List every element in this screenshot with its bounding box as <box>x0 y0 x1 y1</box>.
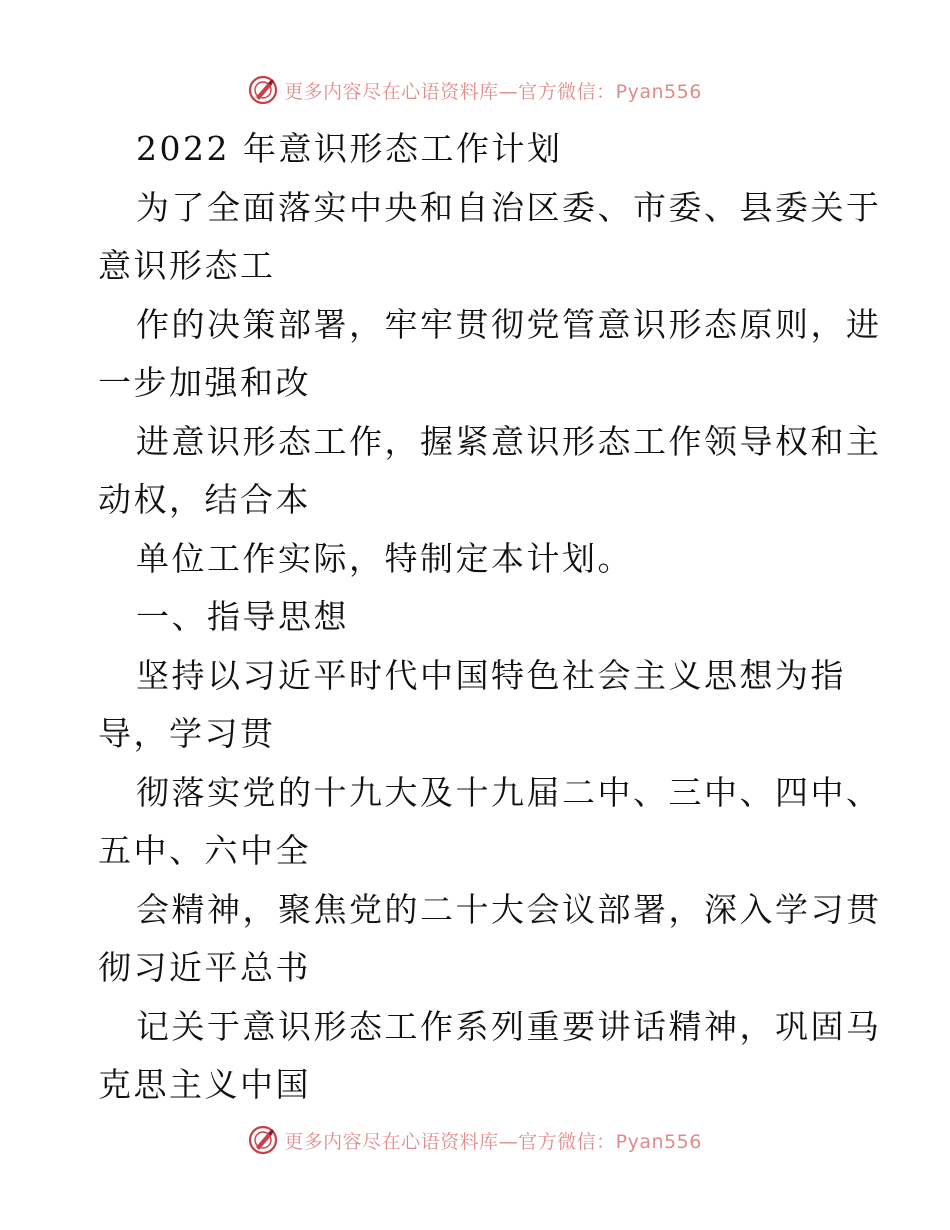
text-line: 为了全面落实中央和自治区委、市委、县委关于 <box>136 187 882 227</box>
document-body <box>98 120 882 1115</box>
text-line: 导，学习贯 <box>98 714 276 753</box>
text-line: 意识形态工 <box>98 246 276 285</box>
text-line: 五中、六中全 <box>98 831 311 870</box>
text-line: 2022 年意识形态工作计划 <box>136 129 563 168</box>
text-line: 动权，结合本 <box>98 480 311 519</box>
text-line: 作的决策部署，牢牢贯彻党管意识形态原则，进 <box>136 304 882 344</box>
footer-watermark <box>0 1120 950 1160</box>
text-line: 彻习近平总书 <box>98 948 311 987</box>
text-line: 记关于意识形态工作系列重要讲话精神，巩固马 <box>136 1006 882 1046</box>
text-line: 一步加强和改 <box>98 363 311 402</box>
header-watermark <box>0 70 950 110</box>
text-line: 单位工作实际，特制定本计划。 <box>136 538 633 578</box>
text-line: 会精神，聚焦党的二十大会议部署，深入学习贯 <box>136 889 882 929</box>
text-line: 彻落实党的十九大及十九届二中、三中、四中、 <box>136 772 882 812</box>
pen-logo-icon <box>248 75 278 105</box>
text-line: 进意识形态工作，握紧意识形态工作领导权和主 <box>136 421 882 461</box>
text-line: 一、指导思想 <box>136 597 349 636</box>
text-line: 坚持以习近平时代中国特色社会主义思想为指 <box>136 655 846 695</box>
text-line: 克思主义中国 <box>98 1065 311 1104</box>
pen-logo-icon <box>248 1125 278 1155</box>
watermark-text: 更多内容尽在心语资料库—官方微信：Pyan556 <box>284 1130 702 1153</box>
watermark-text: 更多内容尽在心语资料库—官方微信：Pyan556 <box>284 80 702 103</box>
